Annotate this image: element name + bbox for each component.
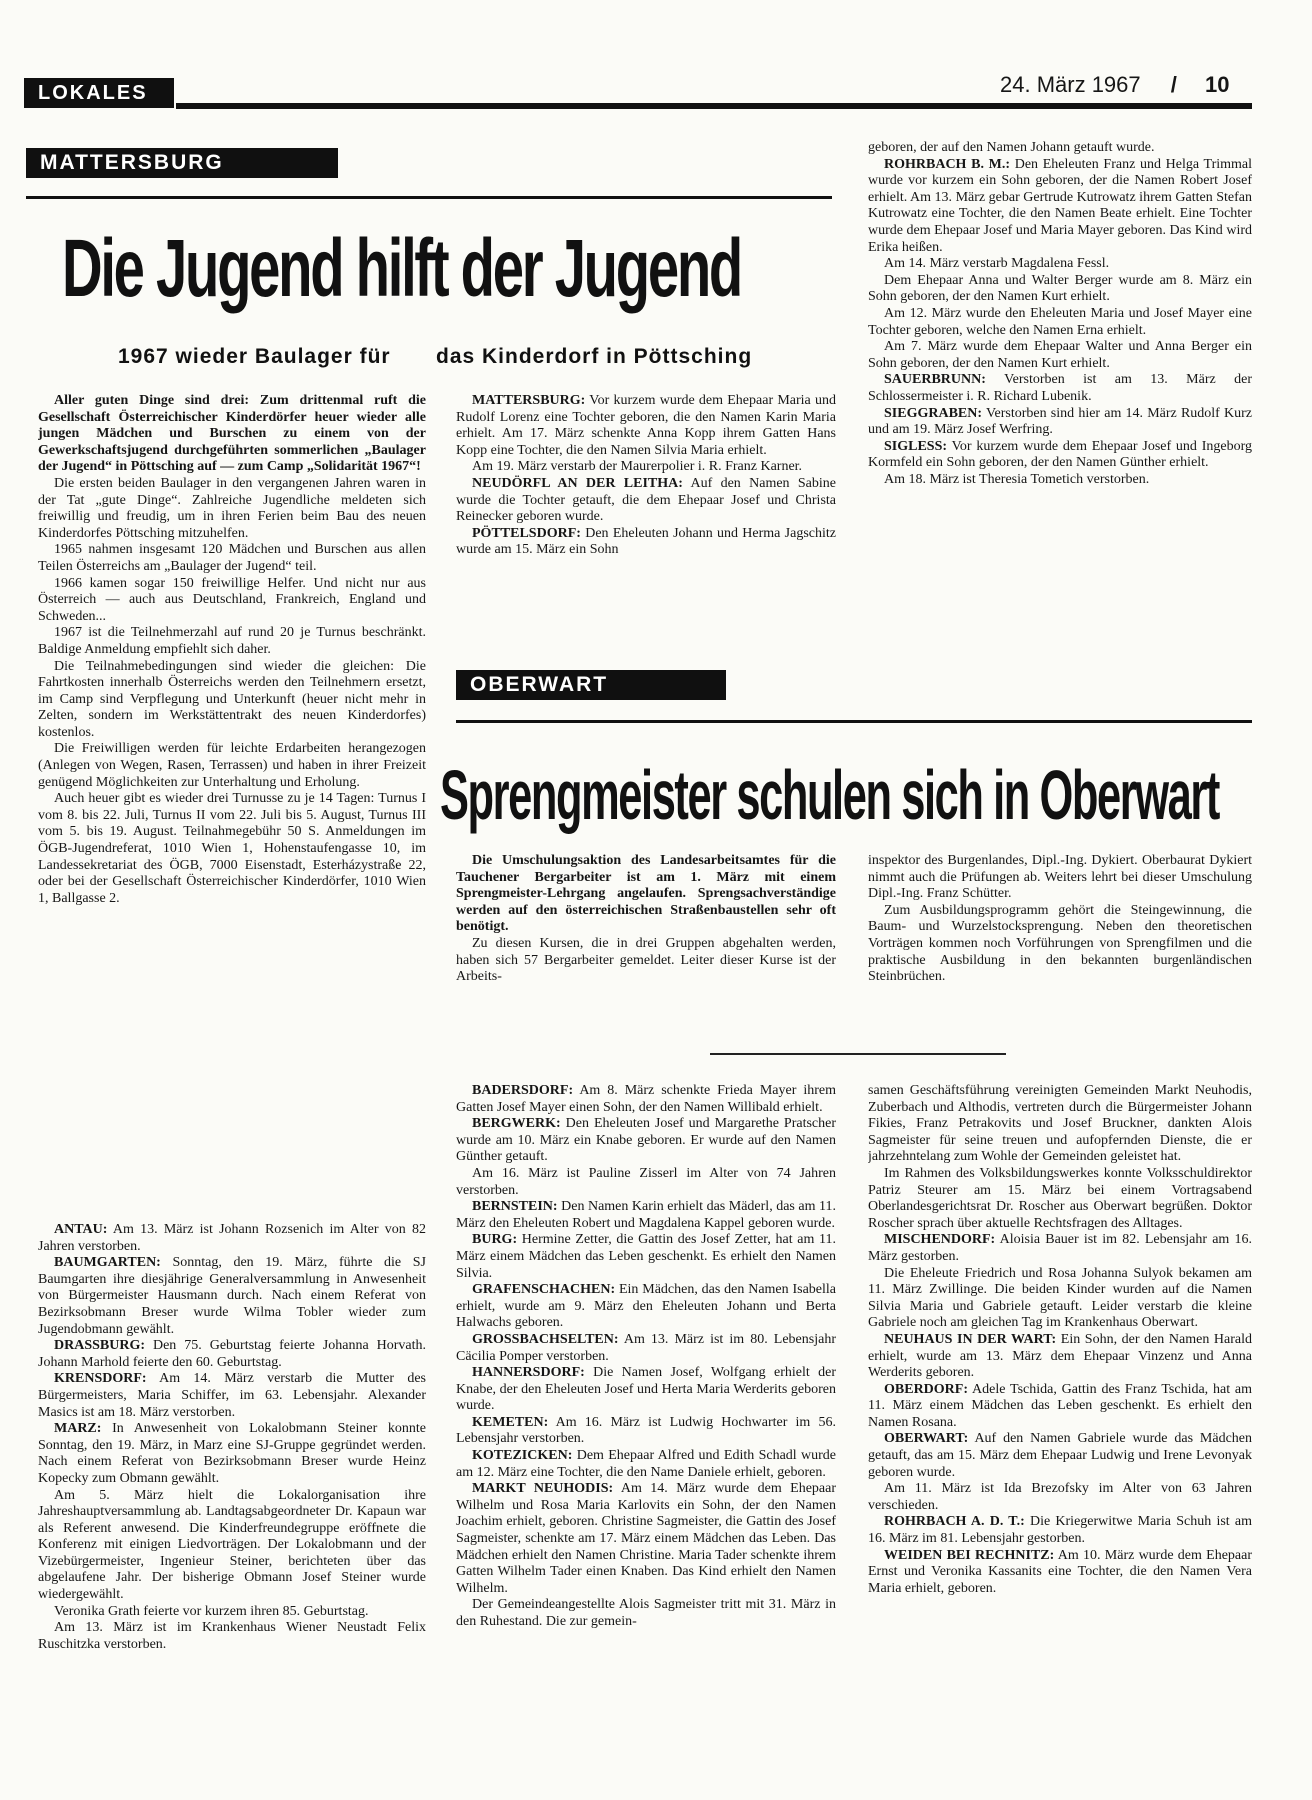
news-item [456, 476, 836, 526]
mattersburg-headline: Die Jugend hilft der Jugend [62, 222, 741, 314]
news-item-text: Sonntag, den 19. März, führte die SJ Baumgarten ihre diesjährige Generalversammlung in Anwesenheit von Bürgermeister Hausmann durch. Nach einem Referat von Bezirksobmann Breser wurde Wilma Tobler wieder zum Jugendobmann gewählt. [38, 1255, 426, 1337]
section-label-text: LOKALES [38, 82, 148, 104]
news-item-place: SIGLESS: [884, 438, 948, 454]
header-separator: / [1170, 72, 1177, 97]
news-item-place: BAUMGARTEN: [54, 1255, 161, 1271]
news-item [868, 339, 1252, 372]
news-item [868, 256, 1252, 273]
news-item [868, 1166, 1252, 1232]
news-item-place: KRENSDORF: [54, 1371, 147, 1387]
news-item-text: Aloisia Bauer ist im 82. Lebensjahr am 16. März gestorben. [868, 1232, 1252, 1264]
news-item-text: In Anwesenheit von Lokalobmann Steiner konnte Sonntag, den 19. März, in Marz eine SJ-Gruppe gegründet werden. Nach einem Referat von Bezirksobmann Breser wurde Heinz Kopecky zum Obmann gewählt. [38, 1421, 426, 1486]
news-item [868, 406, 1252, 439]
mattersburg-news-column [38, 1222, 426, 1782]
news-item-text: Die Namen Josef, Wolfgang erhielt der Knabe, der den Eheleuten Josef und Herta Maria Werderits geboren wurde. [456, 1365, 836, 1414]
news-item-text: Am 5. März hielt die Lokalorganisation ihre Jahreshauptversammlung ab. Landtagsabgeordneter Dr. Kapaun war als Referent anwesend. Die Kinderfreundegruppe eröffnete die Konferenz mit einigen Liedvorträgen. Der Lokalobmann und der Vizebürgermeister, Ingenieur Steiner, berichteten über das abgelaufene Jahr. Der bisherige Obmann Josef Steiner wurde wiedergewählt. [38, 1487, 426, 1603]
news-item-text: Im Rahmen des Volksbildungswerkes konnte Volksschuldirektor Patriz Steurer am 15. März bei einem Vortragsabend Oberlandesgerichtsrat Dr. Roscher aus Oberwart begrüßen. Doktor Roscher sprach über aktuelle Rechtsfragen des Alltages. [868, 1165, 1252, 1231]
section-label [24, 78, 174, 108]
oberwart-tag-text: OBERWART [470, 673, 609, 696]
news-item [868, 1514, 1252, 1547]
news-item [456, 459, 836, 476]
news-item-text: Den Eheleuten Josef und Margarethe Pratscher wurde am 10. März ein Knabe geboren. Er wurde auf den Namen Günther getauft. [456, 1116, 836, 1165]
article-paragraph: Die Freiwilligen werden für leichte Erdarbeiten herangezogen (Anlegen von Wegen, Rasen, Terrassen) und haben in ihrer Freizeit genügend Möglichkeiten zur Unterhaltung und Erholung. [38, 741, 426, 790]
news-item-place: HANNERSDORF: [472, 1365, 585, 1381]
news-item-text: Ein Mädchen, das den Namen Isabella erhielt, wurde am 9. März den Eheleuten Johann und Berta Halwachs geboren. [456, 1282, 836, 1331]
news-item-place: BERNSTEIN: [472, 1199, 558, 1215]
page-number: 10 [1205, 72, 1230, 97]
news-item [456, 1199, 836, 1232]
news-item [456, 1232, 836, 1282]
article-paragraph: Auch heuer gibt es wieder drei Turnusse zu je 14 Tagen: Turnus I vom 8. bis 22. Juli, Turnus II vom 22. Juli bis 5. August, Turnus III vom 5. bis 19. August. Teilnahmegebühr 50 S. Anmeldungen im ÖGB-Jugendreferat, 1010 Wien 1, Hohenstaufengasse 10, im Landessekretariat des ÖGB, 7000 Eisenstadt, Esterházystraße 22, oder bei der Gesellschaft Österreichischer Kinderdörfer, 1010 Wien 1, Ballgasse 2. [38, 791, 426, 906]
news-item-place: MATTERSBURG: [472, 393, 586, 408]
news-item-place: GRAFENSCHACHEN: [472, 1282, 616, 1298]
oberwart-news-column-3 [868, 1083, 1252, 1783]
news-item-place: MARZ: [54, 1421, 102, 1437]
news-item [38, 1255, 426, 1338]
news-item [868, 1332, 1252, 1382]
news-item-place: ROHRBACH A. D. T.: [884, 1514, 1025, 1530]
news-item-place: MISCHENDORF: [884, 1232, 996, 1248]
news-item-place: MARKT NEUHODIS: [472, 1481, 614, 1497]
article-paragraph: Die ersten beiden Baulager in den vergangenen Jahren waren in der Tat „gute Dinge“. Zahlreiche Jugendliche meldeten sich freiwillig und freudig, um in ihren Ferien beim Bau des neuen Kinderdorfes Pöttsching mitzuhelfen. [38, 475, 426, 541]
news-item [38, 1222, 426, 1255]
news-item-place: NEUHAUS IN DER WART: [884, 1331, 1057, 1347]
news-item-place: OBERDORF: [884, 1381, 968, 1397]
header-date [1000, 72, 1230, 100]
article-paragraph: Zu diesen Kursen, die in drei Gruppen abgehalten werden, haben sich 57 Bergarbeiter gemeldet. Leiter dieser Kurse ist der Arbeits- [456, 935, 836, 985]
news-item [868, 1266, 1252, 1332]
news-item-text: Am 13. März ist im 80. Lebensjahr Cäcilia Pomper verstorben. [456, 1331, 836, 1364]
mattersburg-subhead-right: das Kinderdorf in Pöttsching [436, 345, 753, 368]
news-item-place: ANTAU: [54, 1222, 108, 1237]
news-item [456, 1083, 836, 1116]
news-item-text: Am 12. März wurde den Eheleuten Maria und Josef Mayer eine Tochter geboren, welche den Namen Erna erhielt. [868, 305, 1252, 338]
issue-date: 24. März 1967 [1000, 72, 1141, 97]
news-item-place: SIEGGRABEN: [884, 405, 983, 421]
news-item [456, 526, 836, 559]
news-item-place: BADERSDORF: [472, 1083, 574, 1098]
news-item [456, 1282, 836, 1332]
header-rule [176, 103, 1252, 109]
news-item [868, 472, 1252, 489]
news-item-text: Den 75. Geburtstag feierte Johanna Horvath. Johann Marhold feierte den 60. Geburtstag. [38, 1338, 426, 1370]
news-item-text: Auf den Namen Gabriele wurde das Mädchen getauft, das am 15. März dem Ehepaar Ludwig und Irene Levonyak geboren wurde. [868, 1431, 1252, 1480]
article-paragraph: 1967 ist die Teilnehmerzahl auf rund 20 je Turnus beschränkt. Baldige Anmeldung empfiehlt sich daher. [38, 625, 426, 657]
oberwart-article-column-3 [868, 853, 1252, 1043]
mattersburg-news-column-2 [456, 393, 836, 623]
news-item-text: Am 16. März ist Ludwig Hochwarter im 56. Lebensjahr verstorben. [456, 1414, 836, 1447]
news-item [456, 1166, 836, 1199]
news-item [38, 1488, 426, 1604]
news-item-text: Verstorben sind hier am 14. März Rudolf Kurz und am 19. März Josef Werfring. [868, 405, 1252, 438]
news-item-text: Den Eheleuten Johann und Herma Jagschitz wurde am 15. März ein Sohn [456, 525, 836, 558]
news-item-text: Am 10. März wurde dem Ehepaar Ernst und Veronika Kassanits eine Tochter, die den Namen Vera Maria erhielt, geboren. [868, 1547, 1252, 1596]
news-item [868, 1431, 1252, 1481]
mattersburg-news-column-3 [868, 140, 1252, 630]
news-item-text: Die Eheleute Friedrich und Rosa Johanna Sulyok bekamen am 11. März Zwillinge. Die beiden Kinder wurden auf die Namen Silvia Maria und Gabriele getauft. Leider verstarb die kleine Gabriele noch am gleichen Tag im Krankenhaus Oberwart. [868, 1265, 1252, 1331]
news-item [868, 140, 1252, 157]
news-item-text: Am 14. März verstarb Magdalena Fessl. [884, 256, 1110, 272]
oberwart-article-column-2 [456, 853, 836, 1043]
news-item-text: Am 8. März schenkte Frieda Mayer ihrem Gatten Josef Mayer einen Sohn, der den Namen Willibald erhielt. [456, 1083, 836, 1115]
news-item-text: geboren, der auf den Namen Johann getauft wurde. [868, 140, 1155, 155]
news-item-text: Auf den Namen Sabine wurde die Tochter getauft, die dem Ehepaar Josef und Christa Reinecker geboren wurde. [456, 475, 836, 525]
news-item [868, 1548, 1252, 1598]
news-item-text: Den Eheleuten Franz und Helga Trimmal wurde vor kurzem ein Sohn geboren, der die Namen Robert Josef erhielt. Am 13. März gebar Gertrude Kutrowatz ihrem Gatten Stefan Kutrowatz eine Tochter, die den Namen Beate erhielt. Eine Tochter wurde dem Ehepaar Josef und Maria Mayer geboren. Das Kind wird Erika heißen. [868, 156, 1252, 255]
news-item [456, 1415, 836, 1448]
news-item [868, 306, 1252, 339]
news-item-place: NEUDÖRFL AN DER LEITHA: [472, 475, 683, 491]
news-item-text: Vor kurzem wurde dem Ehepaar Josef und Ingeborg Kormfeld ein Sohn geboren, der den Namen Günther erhielt. [868, 438, 1252, 471]
news-item [456, 1597, 836, 1630]
news-item-text: Dem Ehepaar Alfred und Edith Schadl wurde am 12. März eine Tochter, die den Name Daniele erhielt, geboren. [456, 1448, 836, 1480]
news-item-text: Vor kurzem wurde dem Ehepaar Maria und Rudolf Lorenz eine Tochter geboren, die den Namen Karin Maria erhielt. Am 17. März schenkte Anna Kopp ihrem Gatten Hans Kopp eine Tochter, die den Namen Silvia Maria erhielt. [456, 393, 836, 458]
oberwart-headline: Sprengmeister schulen sich in Oberwart [440, 757, 1219, 835]
news-item [456, 1448, 836, 1481]
article-paragraph: Die Teilnahmebedingungen sind wieder die gleichen: Die Fahrtkosten innerhalb Österreichs werden den Teilnehmern ersetzt, im Camp sind Verpflegung und Unterkunft (heuer nicht mehr in Zelten, sondern im Werkstättentrakt des neuen Kinderdorfes) kostenlos. [38, 658, 426, 740]
news-item [868, 372, 1252, 405]
mattersburg-tag-text: MATTERSBURG [40, 151, 224, 174]
news-item-text: Veronika Grath feierte vor kurzem ihren 85. Geburtstag. [54, 1603, 369, 1619]
news-item-place: BURG: [472, 1232, 518, 1248]
news-item [38, 1421, 426, 1487]
news-item-place: GROSSBACHSELTEN: [472, 1331, 619, 1347]
news-item-text: Am 13. März ist im Krankenhaus Wiener Neustadt Felix Ruschitzka verstorben. [38, 1620, 426, 1652]
news-item [38, 1620, 426, 1653]
news-item-place: KOTEZICKEN: [472, 1448, 573, 1464]
news-item [456, 1332, 836, 1365]
news-item [38, 1371, 426, 1421]
oberwart-divider [710, 1053, 1006, 1055]
news-item [868, 1083, 1252, 1166]
news-item-place: PÖTTELSDORF: [472, 525, 581, 541]
article-paragraph: 1966 kamen sogar 150 freiwillige Helfer. Und nicht nur aus Österreich — auch aus Deutschland, Frankreich, England und Schweden... [38, 575, 426, 624]
news-item-text: Am 16. März ist Pauline Zisserl im Alter von 74 Jahren verstorben. [456, 1165, 836, 1198]
oberwart-rule [456, 720, 1252, 723]
news-item-text: Hermine Zetter, die Gattin des Josef Zetter, hat am 11. März einem Mädchen das Leben geschenkt. Es erhielt den Namen Silvia. [456, 1232, 836, 1281]
news-item [868, 273, 1252, 306]
article-lead: Aller guten Dinge sind drei: Zum drittenmal ruft die Gesellschaft Österreichischer Kinderdörfer heuer wieder alle jungen Mädchen und Burschen zu einem von der Gewerkschaftsjugend durchgeführten sommerlichen „Baulager der Jugend“ in Pöttsching auf — zum Camp „Solidarität 1967“! [38, 393, 426, 475]
news-item-text: Am 13. März ist Johann Rozsenich im Alter von 82 Jahren verstorben. [38, 1222, 426, 1254]
news-item-text: Am 18. März ist Theresia Tometich verstorben. [884, 471, 1150, 487]
mattersburg-subhead-left: 1967 wieder Baulager für [118, 345, 391, 368]
news-item [868, 157, 1252, 257]
news-item-place: SAUERBRUNN: [884, 372, 986, 388]
news-item [868, 1481, 1252, 1514]
news-item [456, 1116, 836, 1166]
article-paragraph: inspektor des Burgenlandes, Dipl.-Ing. Dykiert. Oberbaurat Dykiert nimmt auch die Prüfungen ab. Weiters lehrt bei dieser Umschulung Dipl.-Ing. Franz Schütter. [868, 853, 1252, 902]
news-item [38, 1604, 426, 1621]
news-item-text: Dem Ehepaar Anna und Walter Berger wurde am 8. März ein Sohn geboren, der den Namen Kurt erhielt. [868, 272, 1252, 305]
news-item [868, 1232, 1252, 1265]
news-item-text: Am 14. März wurde dem Ehepaar Wilhelm und Rosa Maria Karlovits ein Sohn, der den Namen Joachim erhielt, geboren. Christine Sagmeister, die Gattin des Josef Sagmeister, schenkte am 17. März einem Mädchen das Leben. Das Mädchen erhielt den Namen Christine. Maria Tader schenkte ihrem Gatten Wilhelm Tader einen Knaben. Das Kind erhielt den Namen Wilhelm. [456, 1481, 836, 1596]
news-item-place: BERGWERK: [472, 1116, 561, 1132]
news-item-place: KEMETEN: [472, 1414, 549, 1430]
news-item-text: Ein Sohn, der den Namen Harald erhielt, wurde am 13. März dem Ehepaar Vinzenz und Anna Werderits geboren. [868, 1331, 1252, 1381]
news-item-text: Verstorben ist am 13. März der Schlossermeister i. R. Richard Lubenik. [868, 372, 1252, 404]
news-item-text: Die Kriegerwitwe Maria Schuh ist am 16. März im 81. Lebensjahr gestorben. [868, 1514, 1252, 1547]
news-item [456, 1365, 836, 1415]
oberwart-section-tag [456, 670, 726, 700]
article-paragraph: Zum Ausbildungsprogramm gehört die Steingewinnung, die Baum- und Wurzelstocksprengung. Neben den theoretischen Vorträgen kommen noch Vorführungen von Sprengfilmen und die praktische Ausbildung in den bekannten burgenländischen Steinbrüchen. [868, 902, 1252, 985]
news-item [456, 1481, 836, 1597]
news-item-text: Am 14. März verstarb die Mutter des Bürgermeisters, Maria Schiffer, im 63. Lebensjahr. Alexander Masics ist am 18. März verstorben. [38, 1371, 426, 1420]
article-paragraph: 1965 nahmen insgesamt 120 Mädchen und Burschen aus allen Teilen Österreichs am „Baulager der Jugend“ teil. [38, 542, 426, 574]
news-item-text: samen Geschäftsführung vereinigten Gemeinden Markt Neuhodis, Zuberbach und Althodis, vertreten durch die Bürgermeister Johann Fikies, Franz Petrakovits und Josef Bruckner, dankten Alois Sagmeister für seine treuen und aufopfernden Dienste, die er jahrzehntelang zum Wohle der Gemeinden geleistet hat. [868, 1083, 1252, 1165]
news-item-text: Der Gemeindeangestellte Alois Sagmeister tritt mit 31. März in den Ruhestand. Die zur gemein- [456, 1597, 836, 1629]
mattersburg-section-tag [26, 148, 338, 178]
mattersburg-article-column [38, 393, 426, 1203]
news-item-place: OBERWART: [884, 1431, 969, 1447]
mattersburg-rule [26, 196, 832, 199]
oberwart-news-column-2 [456, 1083, 836, 1783]
article-lead: Die Umschulungsaktion des Landesarbeitsamtes für die Tauchener Bergarbeiter ist am 1. März mit einem Sprengmeister-Lehrgang angelaufen. Sprengsachverständige werden auf den österreichischen Straßenbaustellen sehr oft benötigt. [456, 853, 836, 935]
news-item-text: Am 7. März wurde dem Ehepaar Walter und Anna Berger ein Sohn geboren, der den Namen Kurt erhielt. [868, 339, 1252, 371]
news-item [38, 1338, 426, 1371]
news-item-text: Adele Tschida, Gattin des Franz Tschida, hat am 11. März einem Mädchen das Leben geschenkt. Es erhielt den Namen Rosana. [868, 1381, 1252, 1430]
news-item-text: Am 11. März ist Ida Brezofsky im Alter von 63 Jahren verschieden. [868, 1481, 1252, 1513]
news-item-place: DRASSBURG: [54, 1338, 146, 1354]
news-item [868, 1382, 1252, 1432]
news-item [456, 393, 836, 459]
news-item [868, 439, 1252, 472]
news-item-place: WEIDEN BEI RECHNITZ: [884, 1547, 1055, 1563]
news-item-text: Den Namen Karin erhielt das Mäderl, das am 11. März den Eheleuten Robert und Magdalena Kappel geboren wurde. [456, 1199, 836, 1231]
news-item-place: ROHRBACH B. M.: [884, 156, 1011, 172]
news-item-text: Am 19. März verstarb der Maurerpolier i. R. Franz Karner. [472, 459, 803, 475]
